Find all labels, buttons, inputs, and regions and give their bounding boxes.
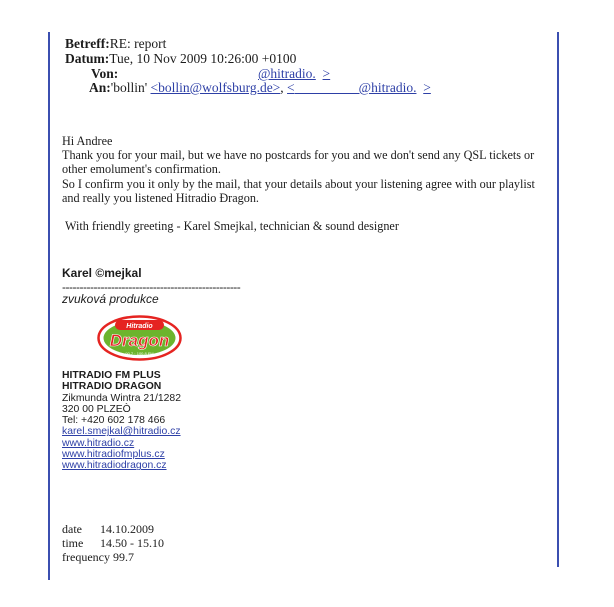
paragraph-2: So I confirm you it only by the mail, that your details about your listening agree with our playlist and really you listened Hitradio Ðragon. — [62, 176, 535, 205]
right-margin-rule — [557, 32, 559, 567]
signature-separator: --------------------------------------------------- — [62, 280, 241, 294]
paragraph-1: Thank you for your mail, but we have no postcards for you and we don't send any QSL tickets or other emolument's confirmation. — [62, 148, 535, 177]
log-date-label: date — [62, 522, 82, 536]
svg-text:Hitradio: Hitradio — [126, 323, 153, 330]
from-line — [91, 66, 118, 81]
svg-text:90,7 · 100,8 FM: 90,7 · 100,8 FM — [125, 351, 154, 356]
log-row-frequency — [62, 550, 164, 564]
greeting: Hi Andree — [62, 134, 113, 148]
website-link-fmplus[interactable]: www.hitradiofmplus.cz — [62, 449, 165, 461]
svg-text:Dragon: Dragon — [109, 331, 170, 350]
hitradio-dragon-logo — [97, 315, 182, 361]
to-email-2-open[interactable]: < — [287, 80, 295, 95]
from-label: Von: — [91, 66, 119, 81]
log-row-date — [62, 522, 164, 536]
email-link[interactable]: karel.smejkal@hitradio.cz — [62, 426, 181, 438]
date-line — [65, 51, 296, 66]
from-trail: > — [322, 66, 331, 81]
to-separator: , — [280, 80, 284, 95]
to-line — [89, 80, 431, 95]
to-label: An: — [89, 80, 111, 95]
redacted-address — [295, 93, 359, 94]
log-row-time — [62, 536, 164, 550]
contact-block — [62, 370, 181, 472]
website-link-dragon[interactable]: www.hitradiodragon.cz — [62, 460, 167, 472]
to-email-link-1[interactable]: <bollin@wolfsburg.de> — [150, 80, 281, 95]
city-address: 320 00 PLZEÒ — [62, 403, 131, 415]
log-frequency-value: 99.7 — [112, 550, 134, 564]
signature-role: zvuková produkce — [62, 292, 159, 306]
subject-value: RE: report — [109, 36, 167, 51]
street-address: Zikmunda Wintra 21/1282 — [62, 392, 181, 404]
log-date-value: 14.10.2009 — [100, 522, 154, 536]
log-time-value: 14.50 - 15.10 — [100, 536, 164, 550]
from-domain[interactable]: @hitradio. — [258, 66, 316, 81]
left-margin-rule — [48, 32, 50, 580]
date-label: Datum: — [65, 51, 110, 66]
telephone: Tel: +420 602 178 466 — [62, 415, 166, 427]
to-email-2-trail: > — [423, 80, 431, 95]
date-value: Tue, 10 Nov 2009 10:26:00 +0100 — [109, 51, 297, 66]
company-line-1: HITRADIO FM PLUS — [62, 370, 161, 381]
to-email-2-domain[interactable]: @hitradio. — [358, 80, 417, 95]
company-line-2: HITRADIO DRAGON — [62, 381, 162, 393]
signature-name: Karel ©mejkal — [62, 266, 142, 280]
to-name: 'bollin' — [110, 80, 148, 95]
subject-label: Betreff: — [65, 36, 110, 51]
from-address[interactable] — [258, 66, 330, 81]
log-frequency-label: frequency — [62, 550, 110, 564]
closing-line: With friendly greeting - Karel Smejkal, technician & sound designer — [65, 219, 399, 234]
message-body — [62, 134, 552, 233]
reception-log — [62, 522, 164, 564]
website-link-hitradio[interactable]: www.hitradio.cz — [62, 437, 135, 449]
subject-line — [65, 36, 166, 51]
log-time-label: time — [62, 536, 84, 550]
